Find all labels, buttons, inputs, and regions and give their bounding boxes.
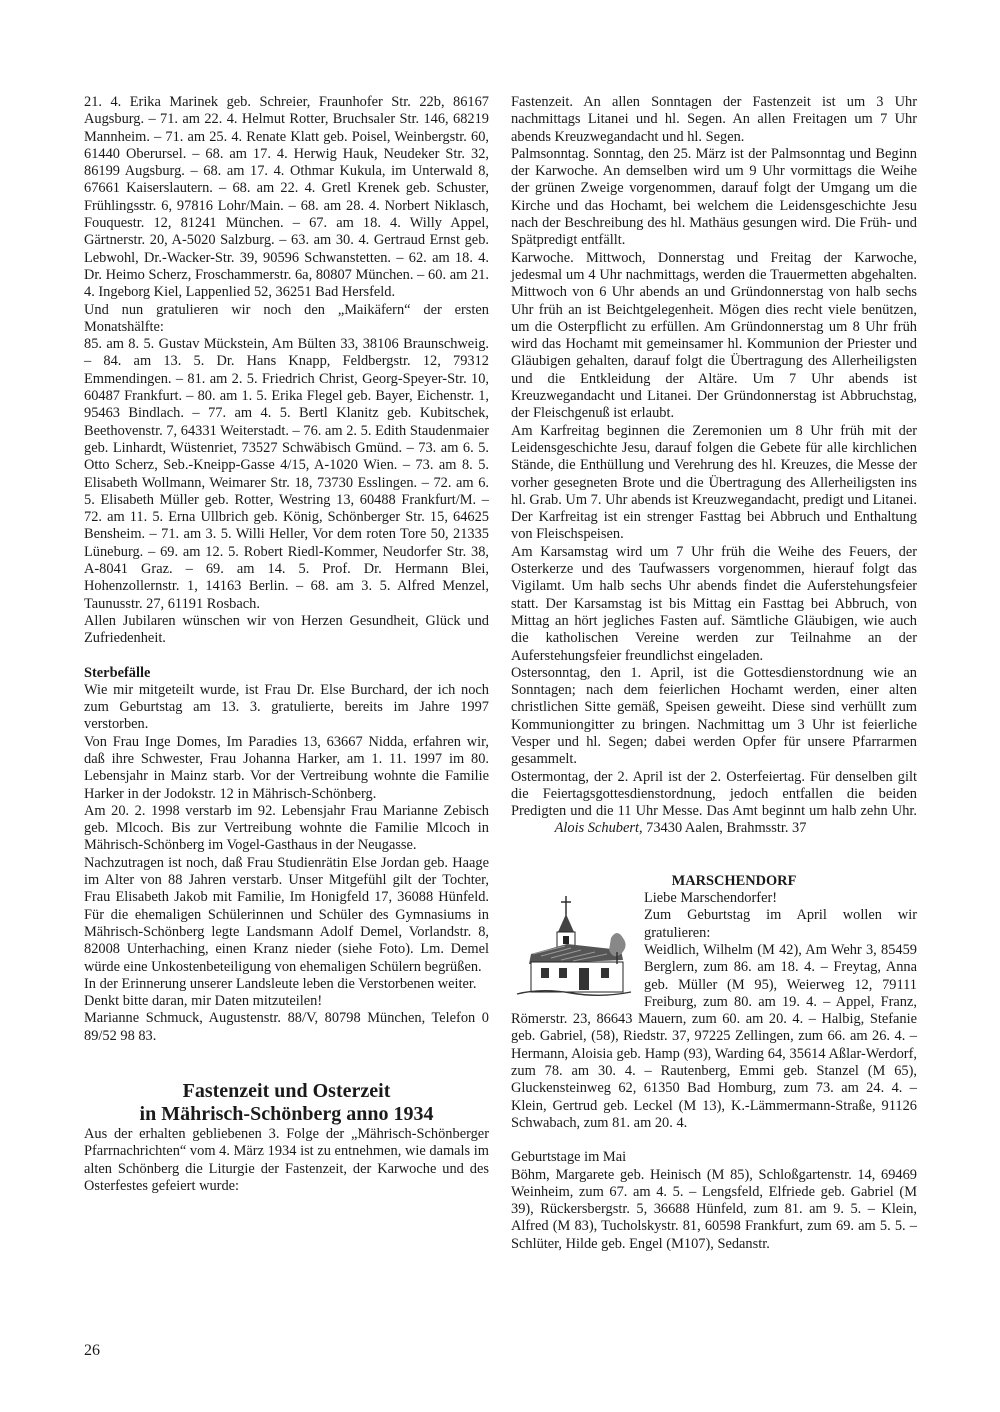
- deaths-paragraph-2: Von Frau Inge Domes, Im Paradies 13, 63667 Nidda, erfahren wir, daß ihre Schwester, Frau Johanna Harker, am 1. 11. 1997 im 80. Lebensjahr in Mainz starb. Vor der Vertreibung wohnte die Familie Harker in der Jodokstr. 12 in Mährisch-Schönberg.: [84, 733, 489, 802]
- deaths-paragraph-1: Wie mir mitgeteilt wurde, ist Frau Dr. Else Burchard, der ich noch zum Geburtstag am 13. 3. gratulierte, bereits im Jahre 1997 verstorben.: [84, 681, 489, 733]
- palmsonntag-paragraph: Palmsonntag. Sonntag, den 25. März ist der Palmsonntag und Beginn der Karwoche. An demselben wird um 9 Uhr vormittags die Weihe der grünen Zweige vorgenommen, darauf folgt der Umgang um die Kirche und das Hochamt, bei welchem die Leidensgeschichte Jesu nach der Beschreibung des hl. Mathäus gesungen wird. Die Früh- und Spätpredigt entfällt.: [511, 145, 917, 249]
- contact-info: Marianne Schmuck, Augustenstr. 88/V, 80798 München, Telefon 0 89/52 98 83.: [84, 1010, 489, 1044]
- fastenzeit-paragraph: Fastenzeit. An allen Sonntagen der Fastenzeit ist um 3 Uhr nachmittags Litanei und hl. Segen. An allen Freitagen um 7 Uhr abends Kreuzwegandacht und hl. Segen.: [511, 94, 917, 145]
- marschendorf-april-birthdays: Weidlich, Wilhelm (M 42), Am Wehr 3, 85459 Berglern, zum 86. am 18. 4. – Freytag, Anna geb. Müller (M 95), Weierweg 12, 79111 Freiburg, zum 80. am 19. 4. – Appel, Franz, Römerstr. 23, 86643 Mauern, zum 60. am 20. 4. – Halbig, Stefanie geb. Gabriel, (58), Riedstr. 37, 97225 Zellingen, zum 66. am 26. 4. – Hermann, Aloisia geb. Hamp (93), Warding 64, 35614 Aßlar-Werdorf, zum 78. am 30. 4. – Rautenberg, Emmi geb. Stanzel (M 65), Gluckensteinweg 62, 61350 Bad Homburg, zum 73. am 24. 4. – Klein, Gertrud geb. Leckel (M 13), K.-Lämmermann-Straße, 91126 Schwabach, zum 81. am 20. 4.: [511, 941, 917, 1131]
- article-title-line-2: in Mährisch-Schönberg anno 1934: [139, 1103, 434, 1126]
- right-column: [511, 94, 917, 1253]
- ostermontag-paragraph: [511, 769, 917, 838]
- marschendorf-heading: MARSCHENDORF: [671, 872, 797, 889]
- deaths-paragraph-4: Nachzutragen ist noch, daß Frau Studienrätin Else Jordan geb. Haage im Alter von 88 Jahren verstarb. Unser Mitgefühl gilt der Tochter, Frau Elisabeth Jakob mit Familie, Im Honigfeld 17, 36088 Hünfeld. Für die ehemaligen Schülerinnen und Schüler des Gymnasiums in Mährisch-Schönberg legte Landsmann Adolf Demel, Vorlandstr. 8, 82008 Unterhaching, einen Kranz nieder (siehe Foto). Lm. Demel würde eine Unkostenbeteiligung von ehemaligen Schülern begrüßen.: [84, 854, 489, 975]
- maikaefer-paragraph: 85. am 8. 5. Gustav Mückstein, Am Bülten 33, 38106 Braunschweig. – 84. am 13. 5. Dr. Hans Knapp, Feldbergstr. 12, 79312 Emmendingen. – 81. am 2. 5. Friedrich Christ, Georg-Speyer-Str. 10, 60487 Frankfurt. – 80. am 1. 5. Erika Flegel geb. Bayer, Eichenstr. 1, 95463 Bindlach. – 77. am 4. 5. Bertl Klanitz geb. Kubitschek, Beethovenstr. 7, 64331 Weiterstadt. – 76. am 2. 5. Edith Staudenmaier geb. Linhardt, Wüstenriet, 73527 Schwäbisch Gmünd. – 73. am 6. 5. Otto Scherz, Seb.-Kneipp-Gasse 4/15, A-1020 Wien. – 73. am 8. 5. Elisabeth Wollmann, Weimarer Str. 18, 73730 Esslingen. – 72. am 6. 5. Elisabeth Müller geb. Rotter, Westring 13, 60488 Frankfurt/M. – 72. am 11. 5. Erna Ullbrich geb. König, Schönberger Str. 15, 64625 Bensheim. – 71. am 3. 5. Willi Heller, Vor dem roten Tore 50, 21335 Lüneburg. – 69. am 12. 5. Robert Riedl-Kommer, Neudorfer Str. 38, A-8041 Graz. – 69. am 14. 5. Prof. Dr. Hermann Blei, Hohenzollernstr. 1, 14163 Berlin. – 68. am 3. 5. Alfred Menzel, Taunusstr. 27, 61191 Rosbach.: [84, 336, 489, 612]
- maikaefer-intro: Und nun gratulieren wir noch den „Maikäfern“ der ersten Monatshälfte:: [84, 301, 489, 335]
- karfreitag-paragraph: Am Karfreitag beginnen die Zeremonien um 8 Uhr früh mit der Leidensgeschichte Jesu, darauf folgen die Gebete für alle kirchlichen Stände, die Enthüllung und Verehrung des hl. Kreuzes, die Messe der vorher gesegneten Brote und die Übertragung des Allerheiligsten ins hl. Grab. Um 7. Uhr abends ist Kreuzwegandacht, predigt und Litanei. Der Karfreitag ist ein strenger Fasttag bei Abbruch und Enthaltung von Fleischspeisen.: [511, 422, 917, 543]
- signature-name: Alois Schubert,: [554, 820, 643, 837]
- page-number: 26: [84, 1342, 100, 1359]
- left-column: [84, 94, 489, 1195]
- spacer: [84, 648, 489, 665]
- spacer: [511, 1132, 917, 1149]
- may-birthdays-heading: Geburtstage im Mai: [511, 1149, 627, 1166]
- article-intro: Aus der erhalten gebliebenen 3. Folge der „Mährisch-Schönberger Pfarrnachrichten“ vom 4. März 1934 ist zu entnehmen, wie damals im alten Schönberg die Liturgie der Fastenzeit, der Karwoche und des Osterfestes gefeiert wurde:: [84, 1126, 489, 1194]
- marschendorf-may-birthdays: Böhm, Margarete geb. Heinisch (M 85), Schloßgartenstr. 14, 69469 Weinheim, zum 67. am 4. 5. – Lengsfeld, Elfriede geb. Gabriel (M 39), Rückersbergstr. 5, 36688 Hünfeld, zum 81. am 9. 5. – Klein, Alfred (M 83), Tucholskystr. 81, 60598 Frankfurt, zum 69. am 5. 5. – Schlüter, Hilde geb. Engel (M107), Sedanstr.: [511, 1166, 917, 1252]
- april-birthdays-paragraph: 21. 4. Erika Marinek geb. Schreier, Fraunhofer Str. 22b, 86167 Augsburg. – 71. am 22. 4. Helmut Rotter, Bruchsaler Str. 146, 68219 Mannheim. – 71. am 25. 4. Renate Klatt geb. Poisel, Weinbergstr. 60, 61440 Oberursel. – 68. am 17. 4. Herwig Hauk, Neudeker Str. 32, 86199 Augsburg. – 68. am 17. 4. Othmar Kukula, im Unterwald 8, 67661 Kaiserslautern. – 68. am 22. 4. Gretl Krenek geb. Schuster, Frühlingsstr. 6, 97816 Lohr/Main. – 68. am 28. 4. Norbert Niklasch, Fouquestr. 12, 81241 München. – 67. am 18. 4. Willy Appel, Gärtnerstr. 20, A-5020 Salzburg. – 63. am 30. 4. Gertraud Ernst geb. Lebwohl, Dr.-Wacker-Str. 39, 90596 Schwanstetten. – 62. am 18. 4. Dr. Heimo Scherz, Froschammerstr. 6a, 80807 München. – 60. am 21. 4. Ingeborg Kiel, Lappenlied 52, 36251 Bad Hersfeld.: [84, 94, 489, 301]
- marschendorf-intro: Zum Geburtstag im April wollen wir gratulieren:: [644, 907, 917, 941]
- article-title-line-1: Fastenzeit und Osterzeit: [182, 1080, 391, 1103]
- deaths-paragraph-3: Am 20. 2. 1998 verstarb im 92. Lebensjahr Frau Marianne Zebisch geb. Mlcoch. Bis zur Vertreibung wohnte die Familie Mlcoch in Mährisch-Schönberg im Vogel-Gasthaus in der Neugasse.: [84, 802, 489, 854]
- ostermontag-text: Ostermontag, der 2. April ist der 2. Osterfeiertag. Für denselben gilt die Feiertagsgottesdienstordnung, jedoch entfallen die beiden Predigten und die 11 Uhr Messe. Das Amt beginnt um halb zehn Uhr.: [511, 768, 917, 820]
- deaths-heading: Sterbefälle: [84, 664, 151, 681]
- marschendorf-greeting: Liebe Marschendorfer!: [644, 890, 778, 907]
- jubilee-wish: Allen Jubilaren wünschen wir von Herzen Gesundheit, Glück und Zufriedenheit.: [84, 612, 489, 647]
- data-request: Denkt bitte daran, mir Daten mitzuteilen!: [84, 993, 323, 1010]
- spacer: [84, 1045, 489, 1080]
- signature-address: 73430 Aalen, Brahmsstr. 37: [646, 820, 807, 837]
- karwoche-paragraph: Karwoche. Mittwoch, Donnerstag und Freitag der Karwoche, jedesmal um 4 Uhr nachmittags, werden die Trauermetten abgehalten. Mittwoch von 6 Uhr abends an und Gründonnerstag von halb sechs Uhr früh an ist Beichtgelegenheit. Mögen dies recht viele benützen, um die Osterpflicht zu erfüllen. Am Gründonnerstag um 8 Uhr früh wird das Hochamt mit gemeinsamer hl. Kommunion der Priester und Gläubigen gehalten, darauf folgt die Übertragung des Allerheiligsten und die Entkleidung der Altäre. Um 7 Uhr abends ist Kreuzwegandacht und Litanei. Der Gründonnerstag ist Abbruchstag, der Fleischgenuß ist erlaubt.: [511, 249, 917, 422]
- ostersonntag-paragraph: Ostersonntag, den 1. April, ist die Gottesdienstordnung wie an Sonntagen; nach dem feierlichen Hochamt werden, einer alten christlichen Sitte gemäß, Speisen geweiht. Diese sind verhüllt zum Kommuniongitter zu bringen. Nachmittag um 3 Uhr ist feierliche Vesper und hl. Segen; dabei werden Opfer für unsere Pfarrarmen gesammelt.: [511, 664, 917, 768]
- spacer: [511, 838, 917, 873]
- church-illustration-icon: [511, 892, 636, 1004]
- deaths-paragraph-5: In der Erinnerung unserer Landsleute leben die Verstorbenen weiter.: [84, 975, 477, 992]
- karsamstag-paragraph: Am Karsamstag wird um 7 Uhr früh die Weihe des Feuers, der Osterkerze und des Taufwassers vorgenommen, hierauf folgt das Vigilamt. Um halb sechs Uhr abends findet die Auferstehungsfeier statt. Der Karsamstag ist bis Mittag ein Fasttag bei Abbruch, von Mittag an hört jegliches Fasten auf. Sämtliche Gläubigen, wie auch die katholischen Vereine werden zur Teilnahme an der Auferstehungsfeier freundlichst eingeladen.: [511, 543, 917, 664]
